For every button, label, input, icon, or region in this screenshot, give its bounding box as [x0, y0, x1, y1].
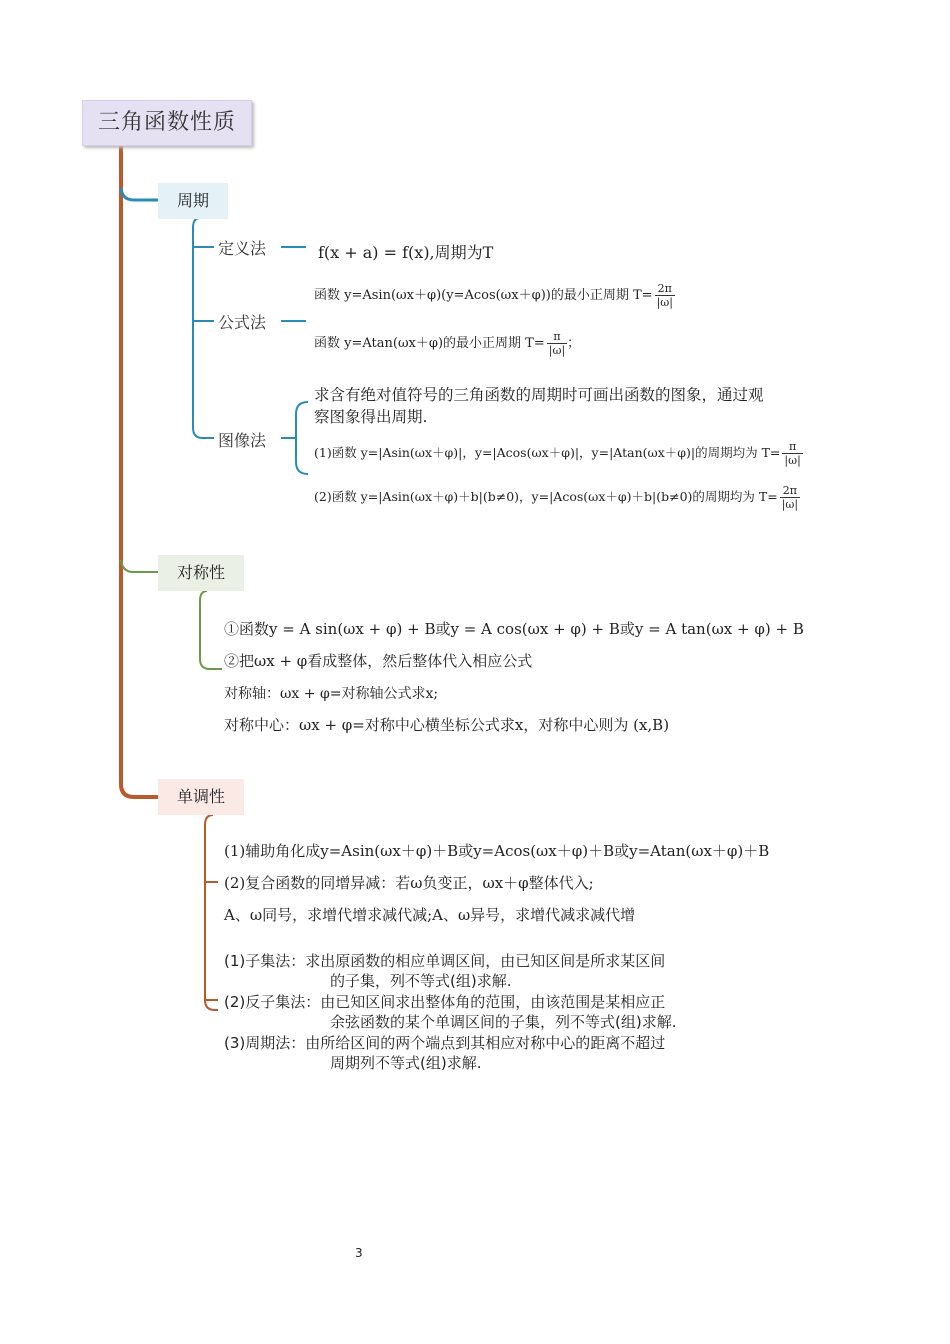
node-symmetry: 对称性 — [158, 555, 244, 591]
period-graph-item1: (1)函数 y=|Asin(ωx＋φ)|，y=|Acos(ωx＋φ)|，y=|Atan(ωx＋φ)|的周期均为 T= $\frac{\pi}{|\omega|}$ — [314, 440, 801, 467]
period-graph-intro-1: 求含有绝对值符号的三角函数的周期时可画出函数的图象，通过观 — [314, 386, 764, 404]
period-graph-label: 图像法 — [218, 431, 267, 450]
period-definition-label: 定义法 — [218, 239, 267, 258]
method-inverse-subset-1: (2)反子集法：由已知区间求出整体角的范围，由该范围是某相应正 — [224, 993, 666, 1011]
root-title: 三角函数性质 — [82, 100, 252, 146]
method-period-2: 周期列不等式(组)求解. — [330, 1054, 482, 1072]
fraction-pi-omega: $\frac{\pi}{|\omega|}$ — [548, 330, 566, 357]
monotonicity-line3: A、ω同号，求增代增求减代减;A、ω异号，求增代减求减代增 — [224, 906, 636, 924]
period-definition-text: f(x + a) = f(x),周期为T — [318, 243, 494, 262]
symmetry-center: 对称中心：ωx + φ=对称中心横坐标公式求x，对称中心则为 (x,B) — [224, 716, 670, 734]
method-period-1: (3)周期法：由所给区间的两个端点到其相应对称中心的距离不超过 — [224, 1034, 666, 1052]
period-graph-intro-2: 察图象得出周期. — [314, 408, 428, 426]
symmetry-line2: ②把ωx + φ看成整体，然后整体代入相应公式 — [224, 652, 533, 670]
node-monotonicity: 单调性 — [158, 779, 244, 815]
monotonicity-line2: (2)复合函数的同增异减：若ω负变正，ωx＋φ整体代入; — [224, 874, 594, 892]
method-subset-2: 的子集，列不等式(组)求解. — [330, 972, 512, 990]
method-subset-1: (1)子集法：求出原函数的相应单调区间，由已知区间是所求某区间 — [224, 952, 666, 970]
node-period: 周期 — [158, 183, 228, 219]
period-formula-line1: 函数 y=Asin(ωx＋φ)(y=Acos(ωx＋φ))的最小正周期 T= $\frac{2\pi}{|\omega|}$ — [314, 282, 673, 309]
period-formula-label: 公式法 — [218, 313, 267, 332]
fraction-2pi-omega-abs: $\frac{2\pi}{|\omega|}$ — [781, 484, 799, 511]
symmetry-axis: 对称轴：ωx + φ=对称轴公式求x; — [224, 686, 439, 702]
monotonicity-line1: (1)辅助角化成y=Asin(ωx＋φ)＋B或y=Acos(ωx＋φ)＋B或y=Atan(ωx＋φ)＋B — [224, 842, 770, 860]
fraction-2pi-omega: $\frac{2\pi}{|\omega|}$ — [656, 282, 673, 309]
period-graph-item2: (2)函数 y=|Asin(ωx＋φ)＋b|(b≠0)，y=|Acos(ωx＋φ)＋b|(b≠0)的周期均为 T= $\frac{2\pi}{|\omega|}$ — [314, 484, 799, 511]
page-number: 3 — [355, 1246, 363, 1260]
period-formula-line2: 函数 y=Atan(ωx＋φ)的最小正周期 T= $\frac{\pi}{|\omega|}$ ； — [314, 330, 581, 357]
fraction-pi-omega-abs: $\frac{\pi}{|\omega|}$ — [784, 440, 801, 467]
symmetry-line1: ①函数y = A sin(ωx + φ) + B或y = A cos(ωx + φ) + B或y = A tan(ωx + φ) + B — [224, 620, 804, 638]
method-inverse-subset-2: 余弦函数的某个单调区间的子集，列不等式(组)求解. — [330, 1013, 677, 1031]
